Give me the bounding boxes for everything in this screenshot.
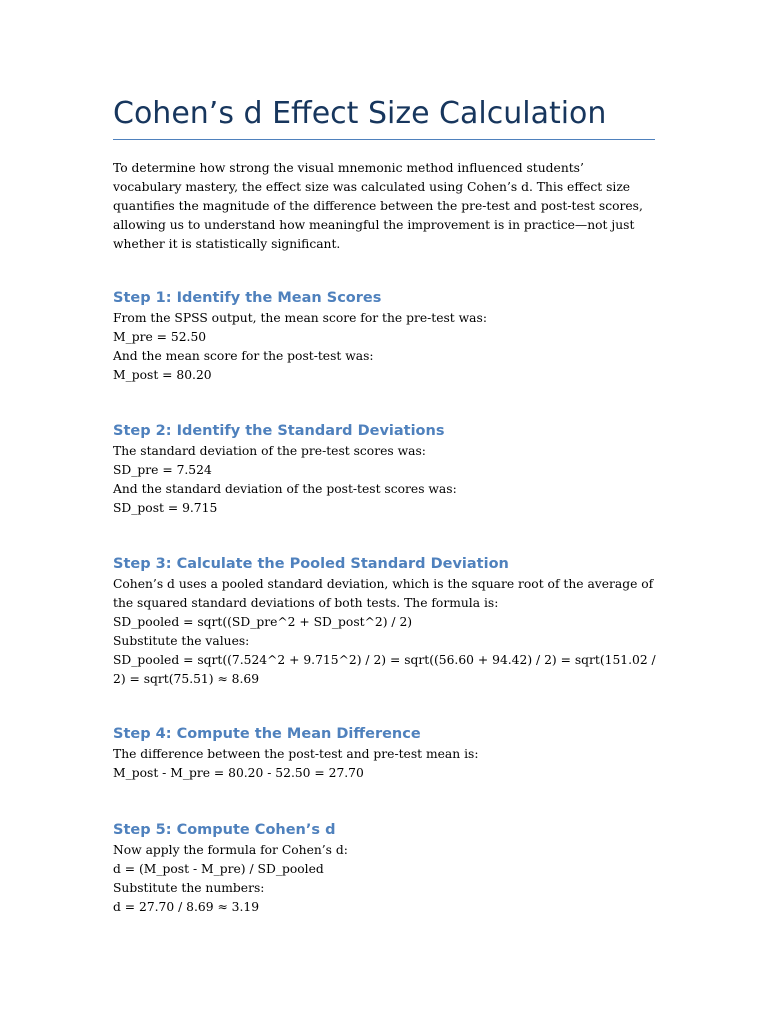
step-3-line-2: SD_pooled = sqrt((SD_pre^2 + SD_post^2) / 2) [113, 615, 413, 629]
step-4-line-1: The difference between the post-test and pre-test mean is: [113, 747, 479, 761]
step-5-section [113, 820, 658, 917]
step-2-section [113, 421, 658, 518]
step-1-line-3: And the mean score for the post-test was: [113, 349, 374, 363]
step-2-line-4: SD_post = 9.715 [113, 501, 218, 515]
step-4-section [113, 724, 658, 783]
step-3-line-3: Substitute the values: [113, 634, 250, 648]
step-5-heading: Step 5: Compute Cohen’s d [113, 822, 336, 838]
step-1-section [113, 288, 658, 385]
step-2-line-1: The standard deviation of the pre-test scores was: [113, 444, 426, 458]
step-4-line-2: M_post - M_pre = 80.20 - 52.50 = 27.70 [113, 766, 364, 780]
step-2-line-3: And the standard deviation of the post-test scores was: [113, 482, 457, 496]
title-divider [113, 139, 655, 140]
step-5-line-4: d = 27.70 / 8.69 ≈ 3.19 [113, 900, 260, 914]
step-3-line-1: Cohen’s d uses a pooled standard deviation, which is the square root of the average of the squared standard deviations of both tests. The formula is: [113, 577, 654, 610]
step-3-section [113, 554, 658, 689]
step-1-heading: Step 1: Identify the Mean Scores [113, 290, 382, 306]
step-5-line-2: d = (M_post - M_pre) / SD_pooled [113, 862, 324, 876]
step-1-line-2: M_pre = 52.50 [113, 330, 207, 344]
step-4-heading: Step 4: Compute the Mean Difference [113, 726, 421, 742]
step-3-heading: Step 3: Calculate the Pooled Standard Deviation [113, 556, 509, 572]
step-1-line-4: M_post = 80.20 [113, 368, 212, 382]
step-2-heading: Step 2: Identify the Standard Deviations [113, 423, 445, 439]
document-title: Cohen’s d Effect Size Calculation [113, 96, 607, 131]
step-5-line-3: Substitute the numbers: [113, 881, 265, 895]
step-1-line-1: From the SPSS output, the mean score for the pre-test was: [113, 311, 487, 325]
step-2-line-2: SD_pre = 7.524 [113, 463, 212, 477]
intro-paragraph: To determine how strong the visual mnemonic method influenced students’ vocabulary mastery, the effect size was calculated using Cohen’s d. This effect size quantifies the magnitude of the difference between the pre-test and post-test scores, allowing us to understand how meaningful the improvement is in practice—not just whether it is statistically significant. [113, 161, 643, 251]
step-5-line-1: Now apply the formula for Cohen’s d: [113, 843, 348, 857]
step-3-line-4: SD_pooled = sqrt((7.524^2 + 9.715^2) / 2) = sqrt((56.60 + 94.42) / 2) = sqrt(151.02 / 2) = sqrt(75.51) ≈ 8.69 [113, 653, 656, 686]
